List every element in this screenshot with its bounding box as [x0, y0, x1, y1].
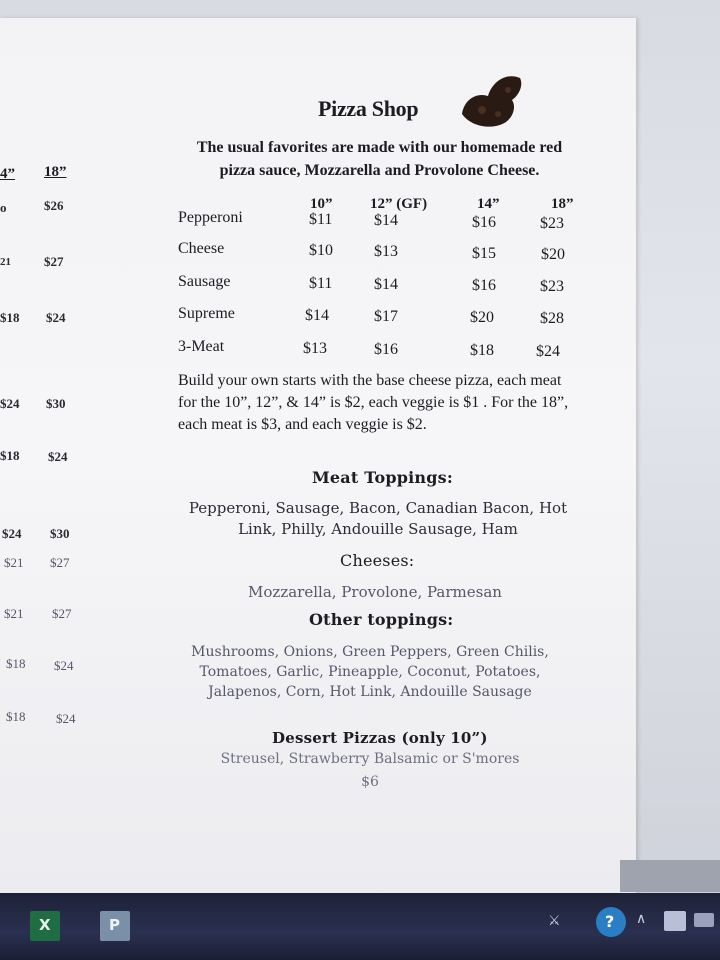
left-price: $27: [52, 606, 72, 621]
pizza-slice-icon: [458, 70, 528, 134]
dessert-pizzas-list: Streusel, Strawberry Balsamic or S'mores: [220, 751, 520, 767]
price-cell: $10: [309, 242, 333, 259]
excel-icon[interactable]: X: [30, 911, 60, 941]
left-page-column: [0, 18, 110, 893]
left-price: $18: [6, 709, 26, 724]
left-price: $27: [44, 254, 64, 269]
left-price: $18: [6, 656, 26, 671]
pizza-name: Supreme: [178, 305, 235, 322]
document-page: [0, 18, 636, 893]
left-price: $21: [4, 555, 24, 570]
left-price: $21: [4, 606, 24, 621]
price-cell: $14: [374, 212, 398, 229]
price-cell: $13: [374, 243, 398, 260]
price-cell: $24: [536, 343, 560, 360]
price-cell: $15: [472, 245, 496, 262]
price-cell: $16: [472, 277, 496, 294]
left-price: $30: [50, 526, 70, 541]
left-price: $24: [54, 658, 74, 673]
other-toppings-list: Mushrooms, Onions, Green Peppers, Green Chilis, Tomatoes, Garlic, Pineapple, Coconut, Potatoes, Jalapenos, Corn, Hot Link, Andouille Sausage: [191, 644, 549, 700]
left-price: $24: [2, 526, 22, 541]
left-price: $18: [0, 310, 20, 325]
chevron-up-icon[interactable]: ∧: [636, 911, 647, 927]
price-cell: $13: [303, 340, 327, 357]
price-cell: $16: [374, 341, 398, 358]
pizza-name: Pepperoni: [178, 209, 243, 226]
price-cell: $16: [472, 214, 496, 231]
pizza-name: Sausage: [178, 273, 231, 290]
left-price: 21: [0, 256, 11, 268]
price-cell: $23: [540, 278, 564, 295]
price-cell: $17: [374, 308, 398, 325]
dessert-pizzas-heading: Dessert Pizzas (only 10”): [272, 729, 488, 747]
left-price: $24: [46, 310, 66, 325]
meat-toppings-heading: Meat Toppings:: [312, 468, 453, 487]
price-cell: $11: [309, 275, 333, 292]
left-price: o: [0, 200, 7, 215]
help-icon[interactable]: ?: [596, 907, 626, 937]
build-your-own-text: Build your own starts with the base cheese pizza, each meat for the 10”, 12”, & 14” is $2, each veggie is $1 . For the 18”, each meat is $3, and each veggie is $2.: [178, 372, 569, 433]
left-price: $24: [56, 711, 76, 726]
left-price: $18: [0, 448, 20, 463]
other-toppings-heading: Other toppings:: [309, 610, 454, 629]
window-edge: [620, 860, 720, 892]
price-cell: $11: [309, 211, 333, 228]
page-title: Pizza Shop: [318, 96, 419, 121]
left-price: $24: [48, 449, 68, 464]
price-cell: $18: [470, 342, 494, 359]
left-header-14: 4”: [0, 166, 15, 182]
price-cell: $14: [305, 307, 329, 324]
size-header-14: 14”: [477, 196, 500, 212]
dessert-price: $6: [361, 774, 379, 790]
left-price: $26: [44, 198, 64, 213]
cheeses-heading: Cheeses:: [340, 551, 415, 570]
left-price: $30: [46, 396, 66, 411]
left-price: $24: [0, 396, 20, 411]
meat-toppings-list: Pepperoni, Sausage, Bacon, Canadian Bacon, Hot Link, Philly, Andouille Sausage, Ham: [188, 499, 568, 538]
network-icon[interactable]: [664, 911, 686, 931]
left-header-18: 18”: [44, 164, 67, 180]
powerpoint-icon[interactable]: P: [100, 911, 130, 941]
price-cell: $14: [374, 276, 398, 293]
people-icon[interactable]: ⚔: [548, 913, 561, 929]
size-header-12-gf: 12” (GF): [370, 196, 428, 212]
intro-text: The usual favorites are made with our homemade red pizza sauce, Mozzarella and Provolone Cheese.: [196, 139, 563, 179]
taskbar: [0, 893, 720, 960]
pizza-name: Cheese: [178, 240, 225, 257]
left-price: $27: [50, 555, 70, 570]
size-header-18: 18”: [551, 196, 574, 212]
price-cell: $20: [541, 246, 565, 263]
cheeses-list: Mozzarella, Provolone, Parmesan: [248, 583, 502, 601]
size-header-10: 10”: [310, 196, 333, 212]
battery-icon[interactable]: [694, 913, 714, 927]
price-cell: $20: [470, 309, 494, 326]
price-cell: $23: [540, 215, 564, 232]
price-cell: $28: [540, 310, 564, 327]
pizza-name: 3-Meat: [178, 338, 225, 355]
